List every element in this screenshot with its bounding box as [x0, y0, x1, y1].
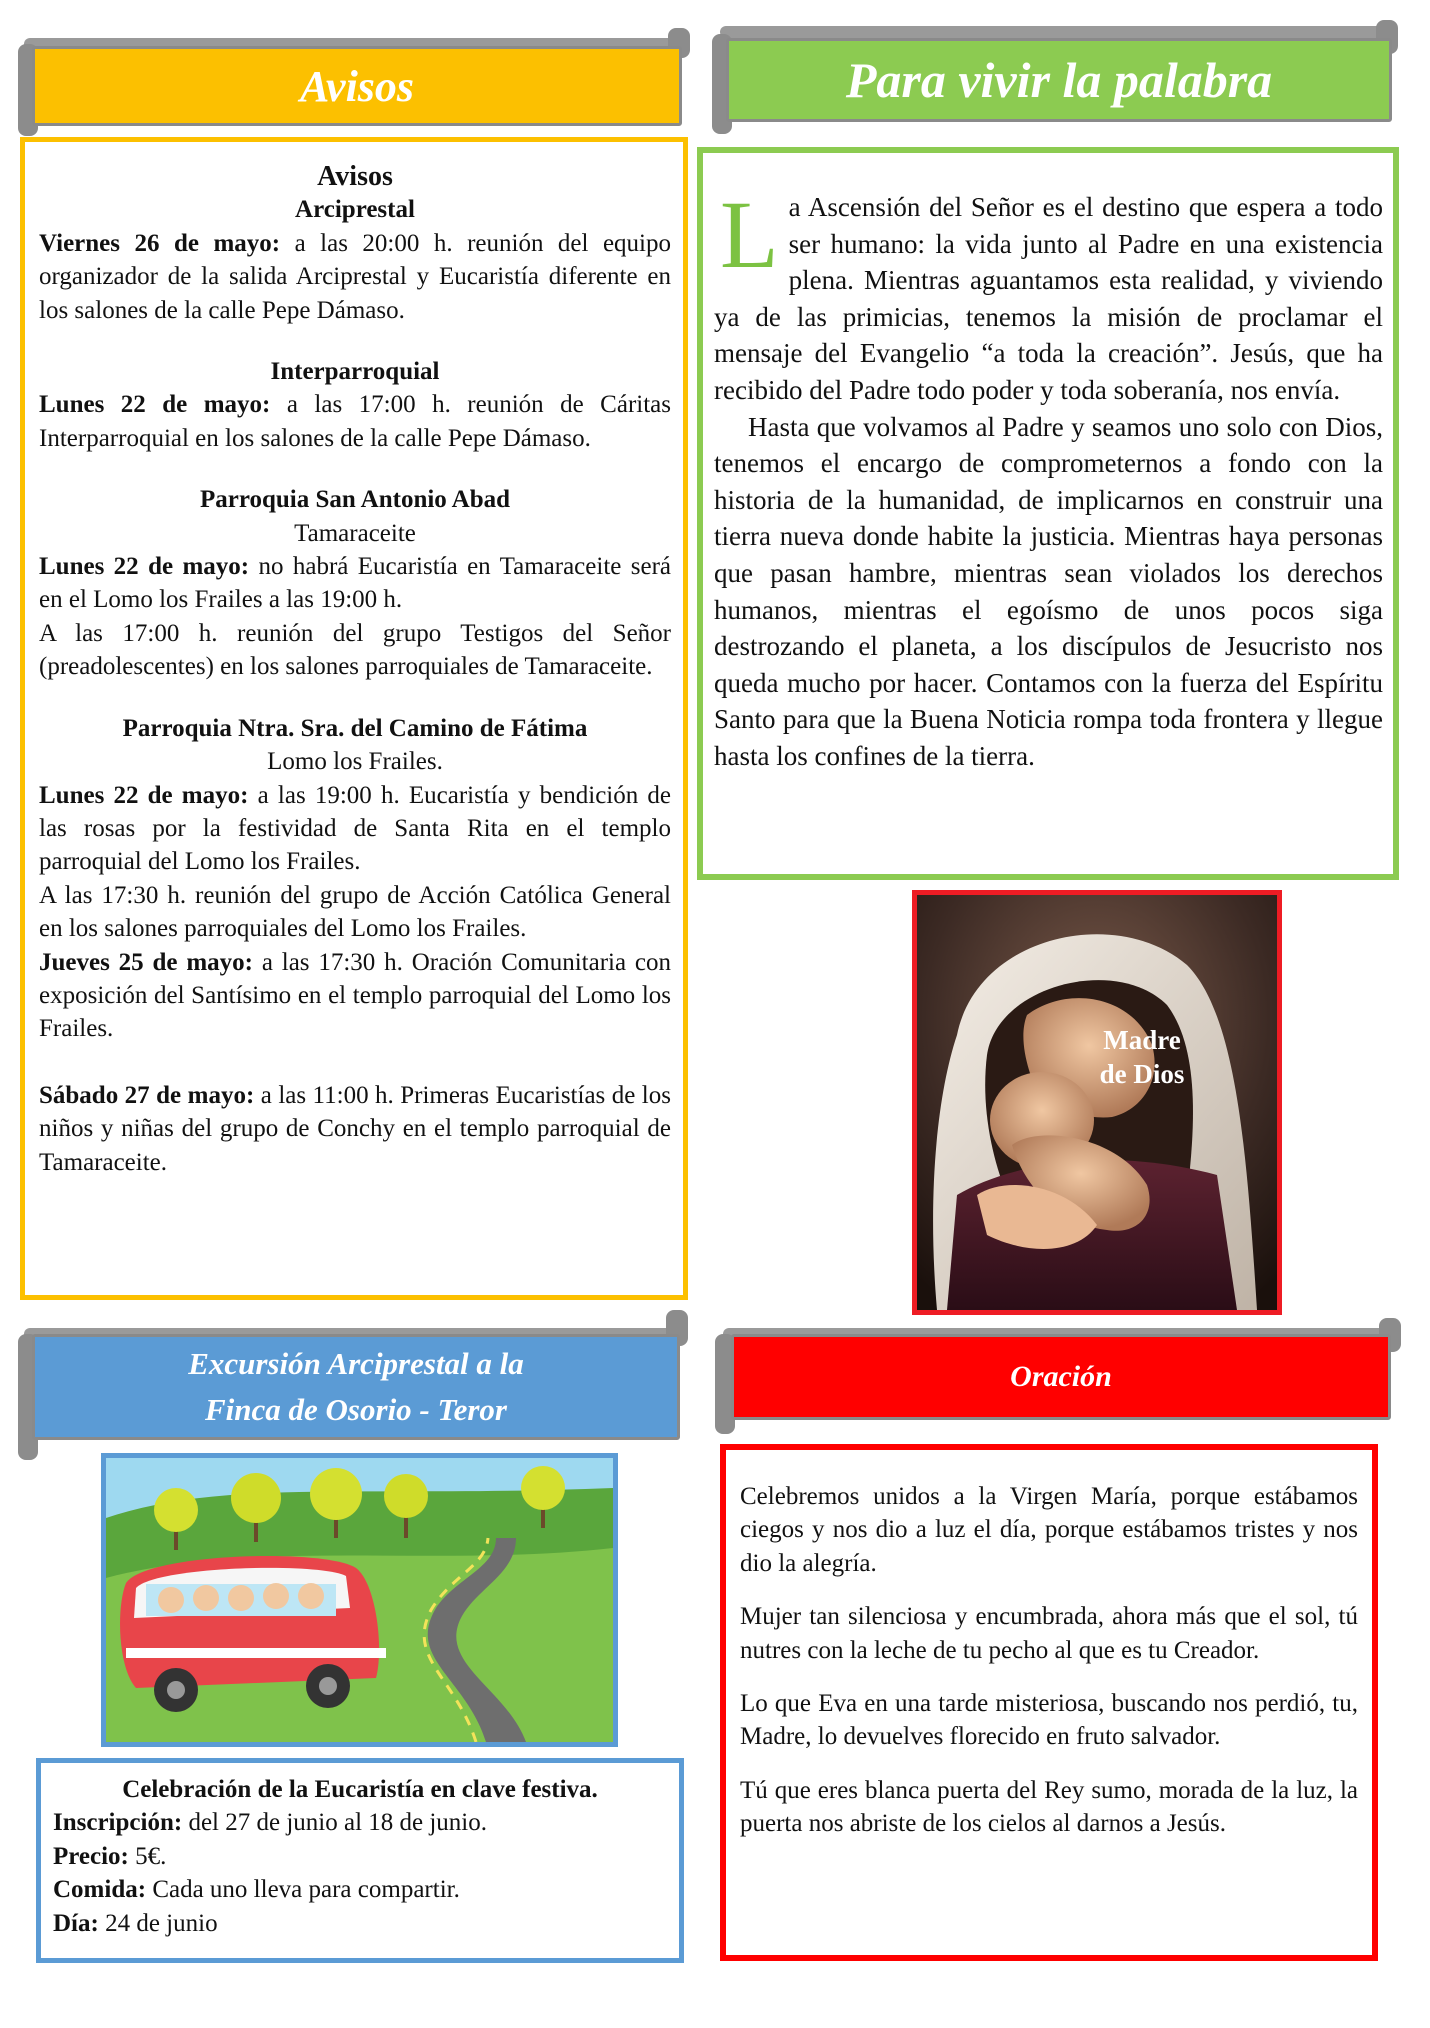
interparroquial-heading: Interparroquial: [270, 358, 440, 386]
interparroquial-notice: Lunes 22 de mayo: a las 17:00 h. reunión de Cáritas Interparroquial en los salones de la calle Pepe Dámaso.: [39, 391, 671, 452]
excursion-comida: Comida: Cada uno lleva para compartir.: [53, 1876, 460, 1904]
palabra-box: [697, 147, 1399, 880]
arciprestal-heading: Arciprestal: [295, 196, 415, 224]
madre-de-dios-image: [912, 890, 1282, 1315]
fatima-notice-3: Jueves 25 de mayo: a las 17:30 h. Oración Comunitaria con exposición del Santísimo en el templo parroquial del Lomo los Frailes.: [39, 948, 671, 1043]
oracion-banner-title: Oración: [1010, 1360, 1112, 1393]
oracion-stanza-4: Tú que eres blanca puerta del Rey sumo, morada de la luz, la puerta nos abriste de los cielos al darnos a Jesús.: [740, 1776, 1358, 1838]
fatima-heading: Parroquia Ntra. Sra. del Camino de Fátima: [122, 714, 588, 742]
excursion-inscripcion: Inscripción: del 27 de junio al 18 de junio.: [53, 1809, 487, 1837]
avisos-box: [20, 137, 688, 1300]
excursion-precio: Precio: 5€.: [53, 1842, 167, 1870]
excursion-banner-line2: Finca de Osorio - Teror: [205, 1392, 507, 1427]
oracion-stanza-3: Lo que Eva en una tarde misteriosa, buscando nos perdió, tu, Madre, lo devuelves florecido en fruto salvador.: [740, 1690, 1358, 1751]
avisos-box-title: Avisos: [317, 161, 393, 192]
san-antonio-notice-2: A las 17:00 h. reunión del grupo Testigos del Señor (preadolescentes) en los salones parroquiales de Tamaraceite.: [39, 619, 671, 681]
avisos-banner: [18, 28, 690, 136]
excursion-banner-line1: Excursión Arciprestal a la: [188, 1346, 524, 1381]
excursion-heading: Celebración de la Eucaristía en clave festiva.: [122, 1776, 598, 1803]
excursion-dia: Día: 24 de junio: [53, 1909, 218, 1937]
fatima-subheading: Lomo los Frailes.: [267, 748, 443, 776]
palabra-paragraph-1: La Ascensión del Señor es el destino que espera a todo ser humano: la vida junto al Padre en una existencia plena. Mientras aguantamos esta realidad, y viviendo ya de las primicias, tenemos la misión de proclamar el mensaje del Evangelio “a toda la creación”. Jesús, que ha recibido del Padre todo poder y toda soberanía, nos envía.: [714, 181, 1383, 405]
oracion-stanza-1: Celebremos unidos a la Virgen María, porque estábamos ciegos y nos dio a luz el día, porque estábamos tristes y nos dio la alegría.: [740, 1483, 1358, 1577]
oracion-stanza-2: Mujer tan silenciosa y encumbrada, ahora más que el sol, tú nutres con la leche de tu pecho al que es tu Creador.: [740, 1603, 1358, 1664]
excursion-info-box: [36, 1758, 684, 1963]
fatima-notice-1: Lunes 22 de mayo: a las 19:00 h. Eucaristía y bendición de las rosas por la festividad de Santa Rita en el templo parroquial del Lomo los Frailes.: [39, 781, 671, 876]
palabra-banner-title: Para vivir la palabra: [845, 52, 1273, 108]
palabra-dropcap: L: [720, 181, 779, 288]
fatima-notice-2: A las 17:30 h. reunión del grupo de Acción Católica General en los salones parroquiales del Lomo los Frailes.: [39, 881, 671, 943]
excursion-banner: [18, 1310, 688, 1460]
palabra-paragraph-2: Hasta que volvamos al Padre y seamos uno solo con Dios, tenemos el encargo de comprometernos a fondo con la historia de la humanidad, de implicarnos en construir una tierra nueva donde habite la justicia. Mientras haya personas que pasan hambre, mientras sean violados los derechos humanos, mientras el egoísmo de unos pocos siga destrozando el planeta, a los discípulos de Jesucristo nos queda mucho por hacer. Contamos con la fuerza del Espíritu Santo para que la Buena Noticia rompa toda frontera y llegue hasta los confines de la tierra.: [714, 411, 1383, 771]
bus-illustration: [101, 1453, 618, 1747]
san-antonio-heading: Parroquia San Antonio Abad: [199, 486, 511, 514]
fatima-notice-4: Sábado 27 de mayo: a las 11:00 h. Primeras Eucaristías de los niños y niñas del grupo de Conchy en el templo parroquial de Tamaraceite.: [39, 1081, 671, 1176]
palabra-banner: [712, 20, 1398, 136]
san-antonio-notice-1: Lunes 22 de mayo: no habrá Eucaristía en Tamaraceite será en el Lomo los Frailes a las 19:00 h.: [39, 553, 671, 614]
arciprestal-notice: Viernes 26 de mayo: a las 20:00 h. reunión del equipo organizador de la salida Arciprestal y Eucaristía diferente en los salones de la calle Pepe Dámaso.: [39, 229, 671, 324]
oracion-banner: [715, 1318, 1401, 1436]
madre-caption-line2: de Dios: [1099, 1059, 1185, 1089]
san-antonio-subheading: Tamaraceite: [294, 519, 416, 547]
madre-caption-line1: Madre: [1103, 1025, 1181, 1055]
avisos-banner-title: Avisos: [299, 61, 415, 111]
oracion-box: [720, 1444, 1378, 1961]
